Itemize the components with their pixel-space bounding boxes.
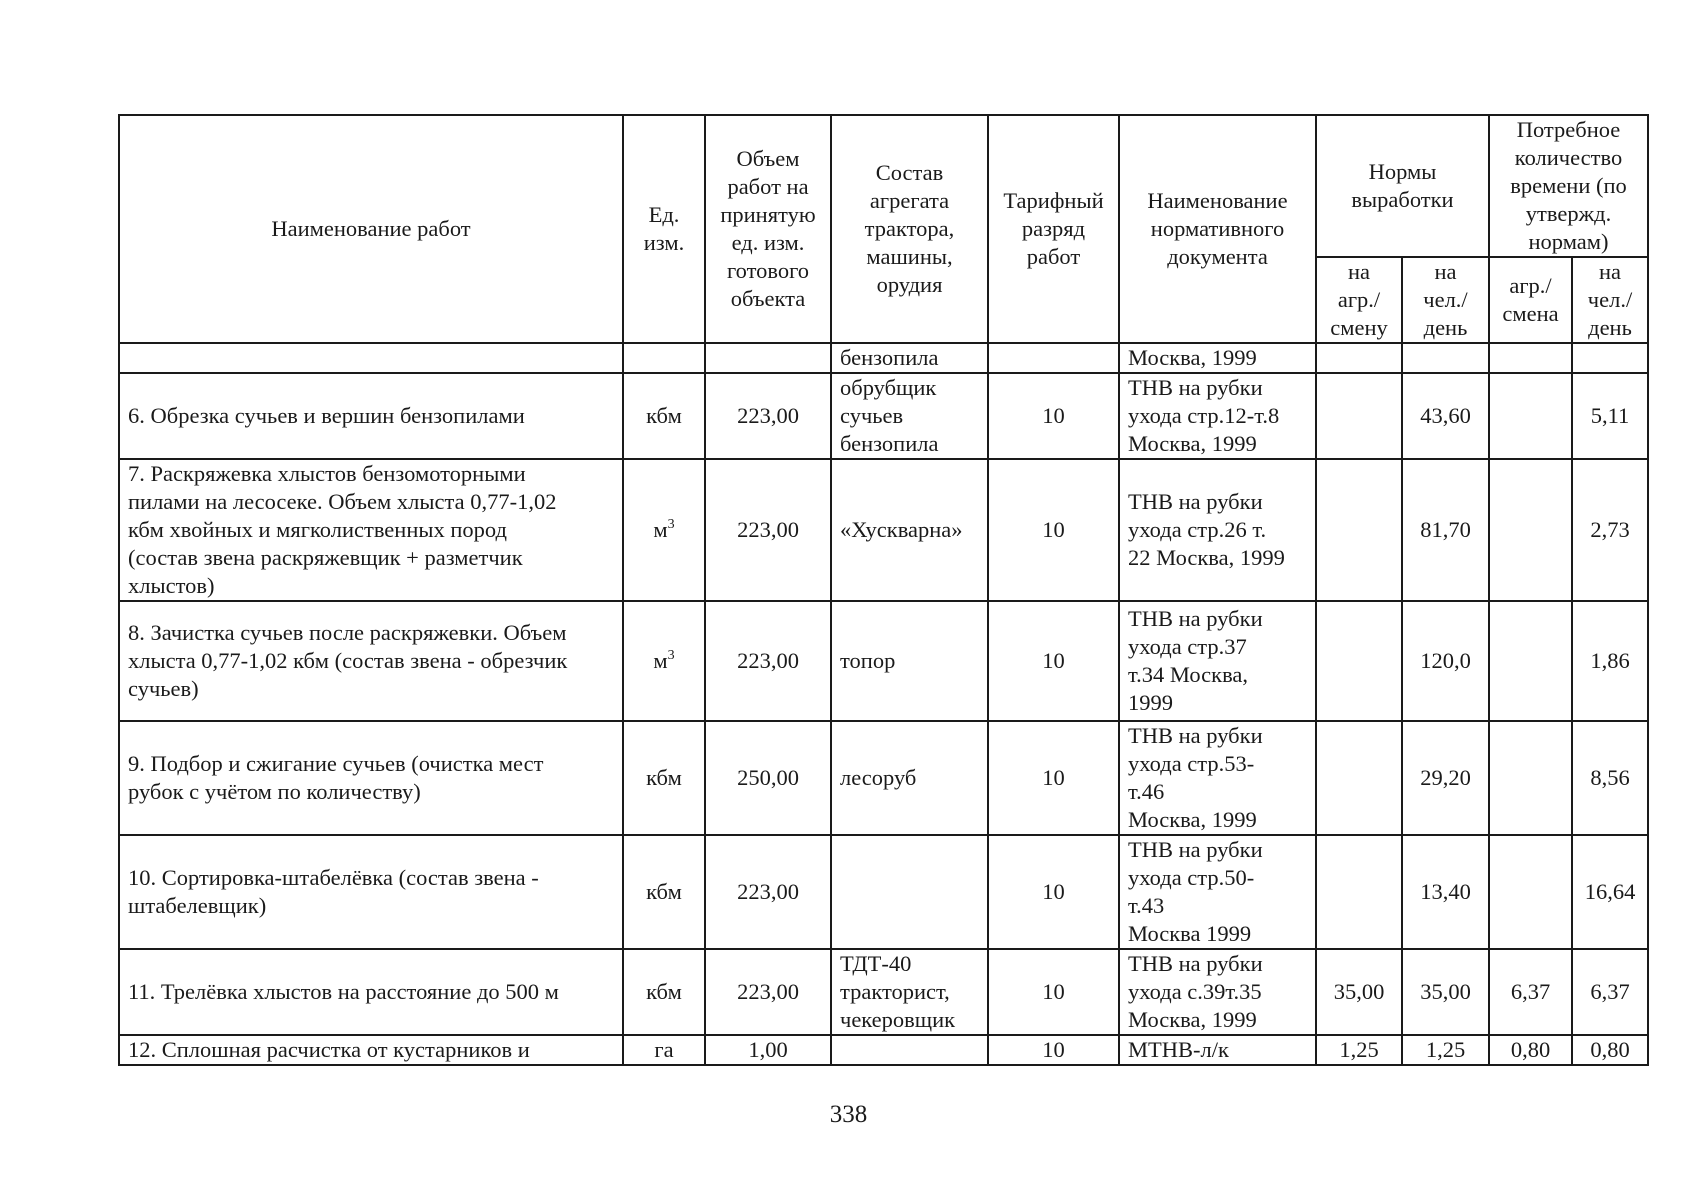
- tariff-value: 10: [1042, 517, 1065, 542]
- cell-line: ТНВ на рубки: [1128, 375, 1263, 400]
- cell-volume: [705, 1035, 831, 1065]
- header-line: работ: [1026, 244, 1081, 269]
- tariff-value: 10: [1042, 979, 1065, 1004]
- cell-line: ТНВ на рубки: [1128, 489, 1263, 514]
- header-line: изм.: [643, 230, 685, 255]
- time_man-value: 16,64: [1584, 879, 1636, 904]
- cell-composition: [831, 721, 988, 835]
- cell-time-man: [1572, 601, 1648, 721]
- norm_agr-value: 1,25: [1339, 1037, 1379, 1062]
- header-line: смену: [1330, 315, 1388, 340]
- norm_man-value: 43,60: [1420, 403, 1471, 428]
- header-line: Наименование: [1147, 188, 1288, 213]
- cell-unit: [623, 343, 705, 373]
- header-line: утвержд.: [1525, 201, 1612, 226]
- cell-norm-agr: [1316, 373, 1402, 459]
- cell-line: ухода стр.53-: [1128, 751, 1255, 776]
- cell-line: Москва, 1999: [1128, 807, 1257, 832]
- cell-time-agr: [1489, 1035, 1572, 1065]
- cell-unit: [623, 601, 705, 721]
- cell-document: [1119, 373, 1316, 459]
- cell-line: 8. Зачистка сучьев после раскряжевки. Объем: [128, 620, 567, 645]
- header-line: объекта: [730, 286, 806, 311]
- header-line: на: [1598, 259, 1622, 284]
- work-norms-table: [118, 114, 1649, 1066]
- table-row: [119, 835, 1648, 949]
- page-number: 338: [829, 1101, 868, 1128]
- norm_agr-value: 35,00: [1333, 979, 1385, 1004]
- tariff-value: 10: [1042, 648, 1065, 673]
- cell-line: штабелевщик): [128, 893, 267, 918]
- cell-volume: [705, 459, 831, 601]
- header-volume: [705, 115, 831, 343]
- cell-line: ухода стр.12-т.8: [1128, 403, 1280, 428]
- header-line: на: [1434, 259, 1457, 284]
- unit-value: кбм: [646, 979, 682, 1004]
- header-time-agr: [1489, 257, 1572, 343]
- table-row: [119, 721, 1648, 835]
- volume-value: 223,00: [737, 648, 799, 673]
- cell-volume: [705, 949, 831, 1035]
- header-line: готового: [726, 258, 810, 283]
- cell-tariff: [988, 1035, 1119, 1065]
- cell-unit: [623, 373, 705, 459]
- header-line: Ед.: [648, 202, 680, 227]
- cell-line: т.34 Москва,: [1128, 662, 1249, 687]
- cell-time-man: [1572, 459, 1648, 601]
- header-line: день: [1423, 315, 1468, 340]
- cell-volume: [705, 601, 831, 721]
- norm_man-value: 13,40: [1420, 879, 1471, 904]
- cell-line: ТДТ-40: [840, 951, 912, 976]
- cell-line: бензопила: [840, 345, 939, 370]
- cell-document: [1119, 835, 1316, 949]
- header-unit: [623, 115, 705, 343]
- norm_man-value: 1,25: [1425, 1037, 1466, 1062]
- cell-time-agr: [1489, 373, 1572, 459]
- cell-line: чекеровщик: [840, 1007, 956, 1032]
- table-row: [119, 459, 1648, 601]
- norm_man-value: 35,00: [1420, 979, 1471, 1004]
- norm_man-value: 29,20: [1420, 765, 1471, 790]
- header-line: принятую: [720, 202, 816, 227]
- cell-time-agr: [1489, 601, 1572, 721]
- header-time-man: [1572, 257, 1648, 343]
- header-row-top: [119, 115, 1648, 257]
- cell-composition: [831, 835, 988, 949]
- cell-time-man: [1572, 949, 1648, 1035]
- header-line: чел./: [1423, 287, 1468, 312]
- table-body: [119, 343, 1648, 1065]
- cell-tariff: [988, 835, 1119, 949]
- tariff-value: 10: [1042, 765, 1065, 790]
- volume-value: 223,00: [737, 979, 799, 1004]
- unit-superscript: 3: [667, 648, 675, 663]
- cell-work-name: [119, 373, 623, 459]
- cell-time-agr: [1489, 343, 1572, 373]
- header-line: работ на: [727, 174, 809, 199]
- cell-document: [1119, 459, 1316, 601]
- cell-norm-man: [1402, 343, 1489, 373]
- cell-line: 6. Обрезка сучьев и вершин бензопилами: [128, 403, 525, 428]
- header-composition: [831, 115, 988, 343]
- cell-time-man: [1572, 835, 1648, 949]
- cell-line: ТНВ на рубки: [1128, 723, 1263, 748]
- cell-work-name: [119, 1035, 623, 1065]
- cell-norm-man: [1402, 835, 1489, 949]
- header-line: количество: [1514, 145, 1623, 170]
- cell-norm-man: [1402, 459, 1489, 601]
- cell-line: хлыстов): [128, 573, 215, 598]
- header-line: ед. изм.: [731, 230, 805, 255]
- cell-line: сучьев): [128, 676, 199, 701]
- cell-line: ТНВ на рубки: [1128, 837, 1263, 862]
- cell-line: 10. Сортировка-штабелёвка (состав звена -: [128, 865, 539, 890]
- cell-unit: [623, 1035, 705, 1065]
- cell-tariff: [988, 601, 1119, 721]
- cell-unit: [623, 459, 705, 601]
- time_agr-value: 6,37: [1510, 979, 1551, 1004]
- header-line: Объем: [736, 146, 800, 171]
- cell-line: хлыста 0,77-1,02 кбм (состав звена - обрезчик: [128, 648, 568, 673]
- cell-work-name: [119, 721, 623, 835]
- cell-line: сучьев: [840, 403, 904, 428]
- cell-line: МТНВ-л/к: [1128, 1037, 1229, 1062]
- cell-line: 9. Подбор и сжигание сучьев (очистка мест: [128, 751, 544, 776]
- cell-volume: [705, 721, 831, 835]
- header-line: выработки: [1351, 187, 1454, 212]
- cell-work-name: [119, 601, 623, 721]
- cell-tariff: [988, 373, 1119, 459]
- cell-composition: [831, 1035, 988, 1065]
- header-line: Тарифный: [1003, 188, 1104, 213]
- cell-time-agr: [1489, 949, 1572, 1035]
- table-row: [119, 343, 1648, 373]
- cell-work-name: [119, 835, 623, 949]
- cell-line: тракторист,: [840, 979, 950, 1004]
- table-row: [119, 1035, 1648, 1065]
- cell-document: [1119, 343, 1316, 373]
- cell-line: кбм хвойных и мягколиственных пород: [128, 517, 507, 542]
- cell-composition: [831, 949, 988, 1035]
- cell-time-agr: [1489, 721, 1572, 835]
- cell-volume: [705, 373, 831, 459]
- cell-norm-man: [1402, 721, 1489, 835]
- table-row: [119, 601, 1648, 721]
- header-time: [1489, 115, 1648, 257]
- cell-volume: [705, 343, 831, 373]
- header-document: [1119, 115, 1316, 343]
- time_man-value: 2,73: [1590, 517, 1630, 542]
- time_man-value: 1,86: [1590, 648, 1630, 673]
- cell-line: ухода с.39т.35: [1128, 979, 1262, 1004]
- norm_man-value: 120,0: [1420, 648, 1471, 673]
- unit-value: м: [653, 517, 668, 542]
- cell-composition: [831, 373, 988, 459]
- header-line: Потребное: [1516, 117, 1621, 142]
- unit-superscript: 3: [667, 517, 675, 532]
- cell-line: рубок с учётом по количеству): [128, 779, 421, 804]
- cell-composition: [831, 601, 988, 721]
- header-line: документа: [1167, 244, 1268, 269]
- cell-line: Москва, 1999: [1128, 1007, 1257, 1032]
- header-line: смена: [1502, 301, 1559, 326]
- cell-line: бензопила: [840, 431, 939, 456]
- cell-time-man: [1572, 1035, 1648, 1065]
- cell-volume: [705, 835, 831, 949]
- volume-value: 250,00: [737, 765, 799, 790]
- cell-tariff: [988, 343, 1119, 373]
- cell-work-name: [119, 459, 623, 601]
- cell-line: 12. Сплошная расчистка от кустарников и: [128, 1037, 530, 1062]
- tariff-value: 10: [1042, 1037, 1065, 1062]
- cell-tariff: [988, 459, 1119, 601]
- cell-time-agr: [1489, 835, 1572, 949]
- tariff-value: 10: [1042, 879, 1065, 904]
- unit-value: га: [654, 1037, 674, 1062]
- time_man-value: 6,37: [1590, 979, 1630, 1004]
- cell-document: [1119, 601, 1316, 721]
- cell-norm-agr: [1316, 949, 1402, 1035]
- cell-line: ухода стр.50-: [1128, 865, 1255, 890]
- cell-time-man: [1572, 343, 1648, 373]
- header-line: орудия: [876, 272, 943, 297]
- cell-time-man: [1572, 721, 1648, 835]
- cell-line: 11. Трелёвка хлыстов на расстояние до 500 м: [128, 979, 559, 1004]
- header-line: на: [1347, 259, 1371, 284]
- time_agr-value: 0,80: [1510, 1037, 1551, 1062]
- cell-line: Москва, 1999: [1128, 345, 1257, 370]
- unit-value: кбм: [646, 879, 682, 904]
- unit-value: кбм: [646, 403, 682, 428]
- cell-norm-agr: [1316, 459, 1402, 601]
- cell-norm-man: [1402, 601, 1489, 721]
- cell-line: т.43: [1128, 893, 1165, 918]
- cell-line: (состав звена раскряжевщик + разметчик: [128, 545, 523, 570]
- header-line: нормам): [1528, 229, 1609, 254]
- cell-line: пилами на лесосеке. Объем хлыста 0,77-1,02: [128, 489, 557, 514]
- cell-line: 7. Раскряжевка хлыстов бензомоторными: [128, 461, 526, 486]
- cell-line: ухода стр.37: [1128, 634, 1247, 659]
- cell-norm-agr: [1316, 343, 1402, 373]
- cell-unit: [623, 835, 705, 949]
- cell-composition: [831, 459, 988, 601]
- cell-norm-agr: [1316, 835, 1402, 949]
- cell-document: [1119, 1035, 1316, 1065]
- cell-work-name: [119, 949, 623, 1035]
- header-line: агр./: [1337, 287, 1381, 312]
- header-norms-agr: [1316, 257, 1402, 343]
- cell-norm-man: [1402, 1035, 1489, 1065]
- cell-line: ТНВ на рубки: [1128, 951, 1263, 976]
- header-line: машины,: [866, 244, 953, 269]
- cell-line: лесоруб: [840, 765, 917, 790]
- header-line: Нормы: [1368, 159, 1437, 184]
- header-line: агр./: [1509, 273, 1552, 298]
- header-line: день: [1588, 315, 1632, 340]
- volume-value: 223,00: [737, 879, 799, 904]
- header-norms: [1316, 115, 1489, 257]
- cell-line: ТНВ на рубки: [1128, 606, 1263, 631]
- time_man-value: 5,11: [1590, 403, 1630, 428]
- cell-line: 22 Москва, 1999: [1128, 545, 1285, 570]
- header-line: времени (по: [1510, 173, 1627, 198]
- cell-line: т.46: [1128, 779, 1165, 804]
- volume-value: 223,00: [737, 517, 799, 542]
- norm_man-value: 81,70: [1420, 517, 1471, 542]
- header-line: трактора,: [864, 216, 955, 241]
- header-line: разряд: [1021, 216, 1086, 241]
- cell-line: «Хускварна»: [840, 517, 963, 542]
- time_man-value: 8,56: [1590, 765, 1630, 790]
- cell-norm-agr: [1316, 601, 1402, 721]
- cell-unit: [623, 949, 705, 1035]
- cell-line: Москва, 1999: [1128, 431, 1257, 456]
- cell-line: 1999: [1128, 690, 1173, 715]
- header-line: агрегата: [869, 188, 950, 213]
- volume-value: 223,00: [737, 403, 799, 428]
- cell-composition: [831, 343, 988, 373]
- cell-time-agr: [1489, 459, 1572, 601]
- header-line: чел./: [1587, 287, 1633, 312]
- cell-unit: [623, 721, 705, 835]
- cell-norm-man: [1402, 949, 1489, 1035]
- tariff-value: 10: [1042, 403, 1065, 428]
- unit-value: м: [653, 648, 668, 673]
- cell-tariff: [988, 721, 1119, 835]
- cell-line: топор: [840, 648, 896, 673]
- header-norms-man: [1402, 257, 1489, 343]
- cell-norm-agr: [1316, 1035, 1402, 1065]
- cell-tariff: [988, 949, 1119, 1035]
- cell-norm-agr: [1316, 721, 1402, 835]
- cell-document: [1119, 721, 1316, 835]
- cell-document: [1119, 949, 1316, 1035]
- time_man-value: 0,80: [1590, 1037, 1630, 1062]
- cell-line: обрубщик: [840, 375, 937, 400]
- table-row: [119, 373, 1648, 459]
- header-line: Состав: [875, 160, 944, 185]
- header-line: нормативного: [1150, 216, 1285, 241]
- cell-work-name: [119, 343, 623, 373]
- table-row: [119, 949, 1648, 1035]
- header-tariff: [988, 115, 1119, 343]
- cell-line: ухода стр.26 т.: [1128, 517, 1267, 542]
- header-name-works: Наименование работ: [119, 115, 623, 343]
- cell-line: Москва 1999: [1128, 921, 1252, 946]
- cell-time-man: [1572, 373, 1648, 459]
- volume-value: 1,00: [748, 1037, 788, 1062]
- unit-value: кбм: [646, 765, 682, 790]
- cell-norm-man: [1402, 373, 1489, 459]
